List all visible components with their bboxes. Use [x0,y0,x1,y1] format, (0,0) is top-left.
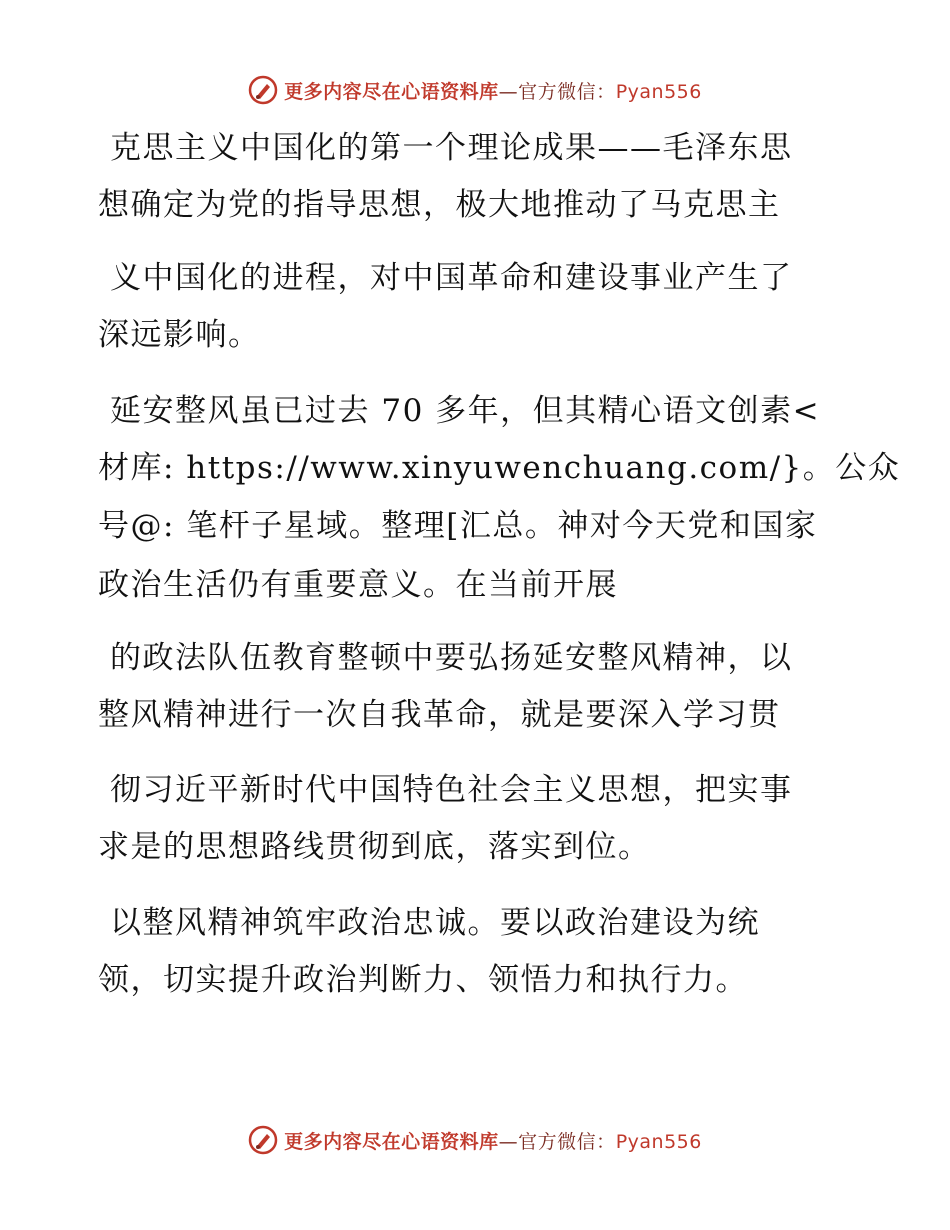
text-line: 义中国化的进程，对中国革命和建设事业产生了 [110,260,793,296]
banner-brand: 更多内容尽在心语资料库 [284,1130,499,1153]
text-line: 的政法队伍教育整顿中要弘扬延安整风精神，以 [110,640,793,676]
banner-text [284,77,702,104]
text-line: 深远影响。 [98,317,261,353]
text-line: 政治生活仍有重要意义。在当前开展 [98,567,618,603]
text-line: 整风精神进行一次自我革命，就是要深入学习贯 [98,697,781,733]
banner-account: Pyan556 [615,80,702,103]
banner-separator: — [498,1130,519,1153]
text-line: 领，切实提升政治判断力、领悟力和执行力。 [98,962,748,998]
pen-logo-icon [248,75,278,105]
text-line: 想确定为党的指导思想，极大地推动了马克思主 [98,187,781,223]
pen-logo-icon [248,1125,278,1155]
text-line: 材库: https://www.xinyuwenchuang.com/}。公众 [98,450,901,486]
header-banner [0,72,950,108]
text-line: 求是的思想路线贯彻到底，落实到位。 [98,829,651,865]
banner-text [284,1127,702,1154]
banner-separator: — [498,80,519,103]
banner-account: Pyan556 [615,1130,702,1153]
text-line: 克思主义中国化的第一个理论成果——毛泽东思 [110,130,793,166]
footer-banner [0,1122,950,1158]
text-line: 彻习近平新时代中国特色社会主义思想，把实事 [110,772,793,808]
banner-official-label: 官方微信： [518,80,616,103]
banner-official-label: 官方微信： [518,1130,616,1153]
banner-brand: 更多内容尽在心语资料库 [284,80,499,103]
text-line: 以整风精神筑牢政治忠诚。要以政治建设为统 [110,905,760,941]
text-line: 号@: 笔杆子星域。整理[汇总。神对今天党和国家 [98,508,818,544]
text-line: 延安整风虽已过去 70 多年，但其精心语文创素< [110,393,821,429]
